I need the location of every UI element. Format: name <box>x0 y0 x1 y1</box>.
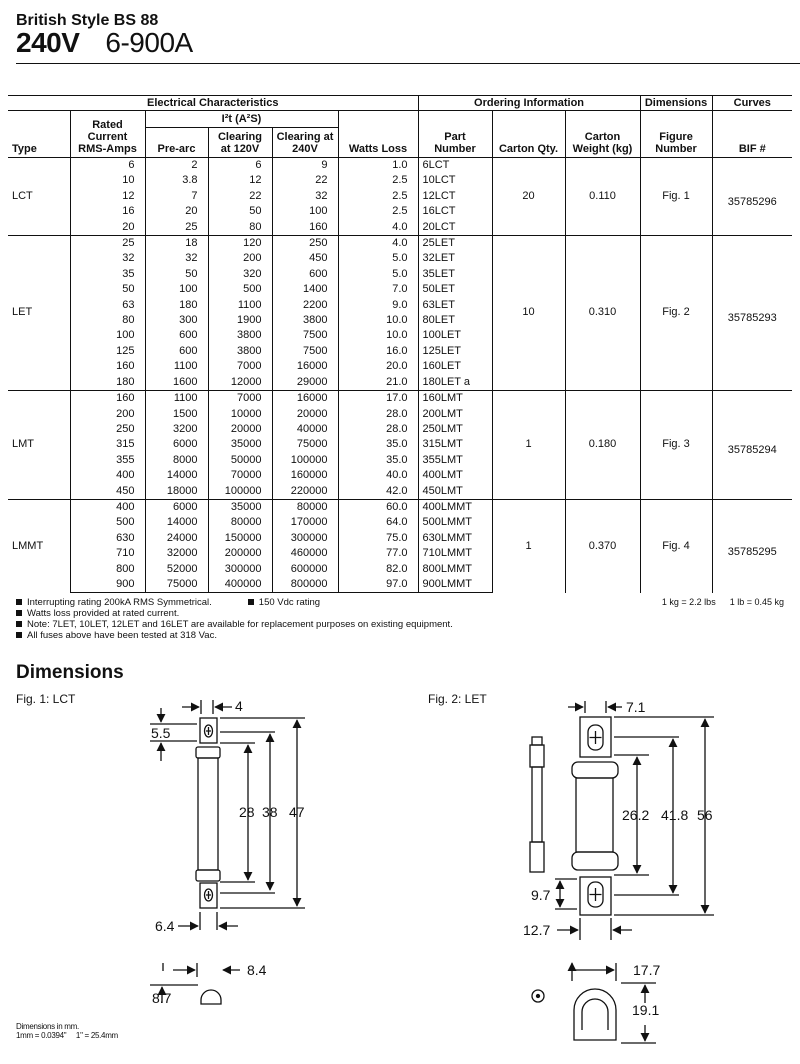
part-number: 400LMT <box>418 468 492 483</box>
rated-current: 16 <box>70 204 145 219</box>
rated-current: 20 <box>70 220 145 236</box>
rated-current: 400 <box>70 468 145 483</box>
watts-loss: 10.0 <box>338 313 418 328</box>
part-number: 50LET <box>418 282 492 297</box>
carton-qty: 10 <box>492 236 565 391</box>
carton-qty: 1 <box>492 391 565 500</box>
clearing-120v: 10000 <box>208 407 272 422</box>
clearing-240v: 600000 <box>272 562 338 577</box>
watts-loss: 64.0 <box>338 515 418 530</box>
clearing-240v: 300000 <box>272 531 338 546</box>
clearing-120v: 200000 <box>208 546 272 561</box>
clearing-120v: 150000 <box>208 531 272 546</box>
clearing-120v: 12000 <box>208 375 272 391</box>
clearing-120v: 80 <box>208 220 272 236</box>
watts-loss: 1.0 <box>338 158 418 174</box>
rated-current: 710 <box>70 546 145 561</box>
watts-loss: 97.0 <box>338 577 418 593</box>
watts-loss: 4.0 <box>338 220 418 236</box>
clearing-120v: 320 <box>208 267 272 282</box>
rated-current: 450 <box>70 484 145 500</box>
part-number: 800LMMT <box>418 562 492 577</box>
pre-arc: 6000 <box>145 437 208 452</box>
rated-current: 10 <box>70 173 145 188</box>
pre-arc: 50 <box>145 267 208 282</box>
pre-arc: 100 <box>145 282 208 297</box>
watts-loss: 20.0 <box>338 359 418 374</box>
clearing-120v: 7000 <box>208 391 272 407</box>
group-curves: Curves <box>712 96 792 111</box>
rated-current: 160 <box>70 359 145 374</box>
rated-current: 500 <box>70 515 145 530</box>
clearing-240v: 29000 <box>272 375 338 391</box>
bif-number: 35785294 <box>712 391 792 500</box>
rated-current: 50 <box>70 282 145 297</box>
clearing-120v: 1100 <box>208 298 272 313</box>
type-cell: LCT <box>8 158 70 236</box>
col-type: Type <box>12 143 37 155</box>
pre-arc: 300 <box>145 313 208 328</box>
pre-arc: 600 <box>145 344 208 359</box>
fig2-19-1: 19.1 <box>632 1002 660 1018</box>
pre-arc: 1500 <box>145 407 208 422</box>
watts-loss: 17.0 <box>338 391 418 407</box>
fig2-56: 56 <box>697 807 713 823</box>
note-replacement: Note: 7LET, 10LET, 12LET and 16LET are available for replacement purposes on existing equipment. <box>27 619 453 630</box>
pre-arc: 18 <box>145 236 208 252</box>
pre-arc: 24000 <box>145 531 208 546</box>
clearing-120v: 400000 <box>208 577 272 593</box>
clearing-240v: 16000 <box>272 359 338 374</box>
figure-number: Fig. 2 <box>640 236 712 391</box>
clearing-240v: 40000 <box>272 422 338 437</box>
part-number: 63LET <box>418 298 492 313</box>
col-weight: Carton Weight (kg) <box>565 111 640 158</box>
rated-current: 800 <box>70 562 145 577</box>
watts-loss: 16.0 <box>338 344 418 359</box>
pre-arc: 20 <box>145 204 208 219</box>
rated-current: 160 <box>70 391 145 407</box>
type-cell: LET <box>8 236 70 391</box>
clearing-120v: 120 <box>208 236 272 252</box>
clearing-120v: 50000 <box>208 453 272 468</box>
clearing-240v: 7500 <box>272 328 338 343</box>
watts-loss: 4.0 <box>338 236 418 252</box>
rated-current: 400 <box>70 499 145 515</box>
col-prearc: Pre-arc <box>145 128 208 158</box>
col-clear120: Clearing at 120V <box>208 128 272 158</box>
col-qty: Carton Qty. <box>492 111 565 158</box>
pre-arc: 32 <box>145 251 208 266</box>
figure-number: Fig. 3 <box>640 391 712 500</box>
clearing-120v: 22 <box>208 189 272 204</box>
part-number: 500LMMT <box>418 515 492 530</box>
clearing-240v: 170000 <box>272 515 338 530</box>
clearing-240v: 250 <box>272 236 338 252</box>
rated-current: 355 <box>70 453 145 468</box>
pre-arc: 18000 <box>145 484 208 500</box>
clearing-240v: 100 <box>272 204 338 219</box>
fig1-width-top: 4 <box>235 698 243 714</box>
note-watts: Watts loss provided at rated current. <box>27 608 180 619</box>
bif-number: 35785293 <box>712 236 792 391</box>
part-number: 355LMT <box>418 453 492 468</box>
carton-weight: 0.110 <box>565 158 640 236</box>
clearing-240v: 160000 <box>272 468 338 483</box>
clearing-240v: 20000 <box>272 407 338 422</box>
pre-arc: 25 <box>145 220 208 236</box>
clearing-120v: 80000 <box>208 515 272 530</box>
carton-qty: 1 <box>492 499 565 592</box>
rated-current: 100 <box>70 328 145 343</box>
part-number: 6LCT <box>418 158 492 174</box>
amperage: 6-900A <box>105 27 193 58</box>
part-number: 900LMMT <box>418 577 492 593</box>
watts-loss: 28.0 <box>338 407 418 422</box>
part-number: 25LET <box>418 236 492 252</box>
clearing-240v: 80000 <box>272 499 338 515</box>
pre-arc: 14000 <box>145 515 208 530</box>
part-number: 125LET <box>418 344 492 359</box>
fig2-17-7: 17.7 <box>633 962 661 978</box>
pre-arc: 52000 <box>145 562 208 577</box>
rated-current: 12 <box>70 189 145 204</box>
kg-to-lbs: 1 kg = 2.2 lbs <box>661 597 716 607</box>
pre-arc: 75000 <box>145 577 208 593</box>
watts-loss: 35.0 <box>338 437 418 452</box>
part-number: 35LET <box>418 267 492 282</box>
series-title: British Style BS 88 <box>16 12 159 29</box>
lb-to-kg: 1 lb = 0.45 kg <box>729 597 784 607</box>
clearing-120v: 500 <box>208 282 272 297</box>
part-number: 20LCT <box>418 220 492 236</box>
watts-loss: 60.0 <box>338 499 418 515</box>
clearing-120v: 20000 <box>208 422 272 437</box>
part-number: 180LET a <box>418 375 492 391</box>
part-number: 100LET <box>418 328 492 343</box>
watts-loss: 42.0 <box>338 484 418 500</box>
fig2-26-2: 26.2 <box>622 807 650 823</box>
clearing-120v: 7000 <box>208 359 272 374</box>
fig2-label: Fig. 2: LET <box>428 692 487 706</box>
rated-current: 900 <box>70 577 145 593</box>
watts-loss: 5.0 <box>338 251 418 266</box>
fig2-41-8: 41.8 <box>661 807 689 823</box>
clearing-240v: 16000 <box>272 391 338 407</box>
watts-loss: 77.0 <box>338 546 418 561</box>
rated-current: 6 <box>70 158 145 174</box>
group-electrical: Electrical Characteristics <box>8 96 418 111</box>
part-number: 12LCT <box>418 189 492 204</box>
clearing-120v: 50 <box>208 204 272 219</box>
clearing-240v: 32 <box>272 189 338 204</box>
group-dimensions: Dimensions <box>640 96 712 111</box>
clearing-240v: 800000 <box>272 577 338 593</box>
clearing-240v: 1400 <box>272 282 338 297</box>
rated-current: 180 <box>70 375 145 391</box>
watts-loss: 40.0 <box>338 468 418 483</box>
rated-current: 80 <box>70 313 145 328</box>
fig1-47: 47 <box>289 804 305 820</box>
clearing-120v: 12 <box>208 173 272 188</box>
type-cell: LMT <box>8 391 70 500</box>
clearing-240v: 75000 <box>272 437 338 452</box>
fig2-fuse-drawing <box>530 701 714 1043</box>
clearing-120v: 35000 <box>208 499 272 515</box>
part-number: 200LMT <box>418 407 492 422</box>
carton-weight: 0.310 <box>565 236 640 391</box>
col-i2t: I²t (A²S) <box>145 111 338 128</box>
watts-loss: 21.0 <box>338 375 418 391</box>
figure-number: Fig. 4 <box>640 499 712 592</box>
pre-arc: 2 <box>145 158 208 174</box>
watts-loss: 2.5 <box>338 173 418 188</box>
watts-loss: 5.0 <box>338 267 418 282</box>
rated-current: 125 <box>70 344 145 359</box>
col-part: Part Number <box>418 111 492 158</box>
pre-arc: 6000 <box>145 499 208 515</box>
clearing-240v: 600 <box>272 267 338 282</box>
group-ordering: Ordering Information <box>418 96 640 111</box>
note-interrupting: Interrupting rating 200kA RMS Symmetrical. <box>27 597 212 608</box>
clearing-120v: 300000 <box>208 562 272 577</box>
dimensions-heading: Dimensions <box>16 662 124 683</box>
clearing-240v: 7500 <box>272 344 338 359</box>
pre-arc: 1100 <box>145 391 208 407</box>
clearing-240v: 450 <box>272 251 338 266</box>
note-tested: All fuses above have been tested at 318 Vac. <box>27 630 217 641</box>
part-number: 80LET <box>418 313 492 328</box>
clearing-120v: 6 <box>208 158 272 174</box>
figure-number: Fig. 1 <box>640 158 712 236</box>
fig1-8-4: 8.4 <box>247 962 267 978</box>
part-number: 32LET <box>418 251 492 266</box>
fig1-28: 28 <box>239 804 255 820</box>
clearing-120v: 100000 <box>208 484 272 500</box>
part-number: 10LCT <box>418 173 492 188</box>
rated-current: 35 <box>70 267 145 282</box>
watts-loss: 75.0 <box>338 531 418 546</box>
clearing-120v: 35000 <box>208 437 272 452</box>
part-number: 710LMMT <box>418 546 492 561</box>
pre-arc: 3.8 <box>145 173 208 188</box>
col-clear240: Clearing at 240V <box>272 128 338 158</box>
clearing-120v: 200 <box>208 251 272 266</box>
units-note: Dimensions in mm. <box>16 1022 79 1031</box>
watts-loss: 82.0 <box>338 562 418 577</box>
clearing-240v: 3800 <box>272 313 338 328</box>
col-bif: BIF # <box>712 111 792 158</box>
fig1-width-bottom: 6.4 <box>155 918 175 934</box>
pre-arc: 3200 <box>145 422 208 437</box>
clearing-120v: 3800 <box>208 344 272 359</box>
carton-weight: 0.370 <box>565 499 640 592</box>
clearing-240v: 9 <box>272 158 338 174</box>
fig2-tag: 9.7 <box>531 887 551 903</box>
part-number: 450LMT <box>418 484 492 500</box>
note-dc: 150 Vdc rating <box>258 597 321 608</box>
voltage: 240V <box>16 27 80 58</box>
fig1-38: 38 <box>262 804 278 820</box>
watts-loss: 9.0 <box>338 298 418 313</box>
clearing-240v: 460000 <box>272 546 338 561</box>
part-number: 315LMT <box>418 437 492 452</box>
bif-number: 35785296 <box>712 158 792 236</box>
fig1-label: Fig. 1: LCT <box>16 692 76 706</box>
rated-current: 250 <box>70 422 145 437</box>
clearing-120v: 70000 <box>208 468 272 483</box>
part-number: 16LCT <box>418 204 492 219</box>
fig2-width-bottom: 12.7 <box>523 922 551 938</box>
pre-arc: 180 <box>145 298 208 313</box>
clearing-240v: 22 <box>272 173 338 188</box>
rated-current: 63 <box>70 298 145 313</box>
pre-arc: 1100 <box>145 359 208 374</box>
fig1-8-7: 8.7 <box>152 990 172 1006</box>
rated-current: 200 <box>70 407 145 422</box>
clearing-240v: 2200 <box>272 298 338 313</box>
watts-loss: 2.5 <box>338 189 418 204</box>
watts-loss: 2.5 <box>338 204 418 219</box>
part-number: 400LMMT <box>418 499 492 515</box>
type-cell: LMMT <box>8 499 70 592</box>
col-rated: Rated Current RMS-Amps <box>70 111 145 158</box>
carton-weight: 0.180 <box>565 391 640 500</box>
part-number: 160LMT <box>418 391 492 407</box>
clearing-120v: 3800 <box>208 328 272 343</box>
pre-arc: 7 <box>145 189 208 204</box>
pre-arc: 1600 <box>145 375 208 391</box>
rated-current: 25 <box>70 236 145 252</box>
col-figure: Figure Number <box>640 111 712 158</box>
carton-qty: 20 <box>492 158 565 236</box>
mm-inch-conversion: 1mm = 0.0394" 1" = 25.4mm <box>16 1031 118 1040</box>
pre-arc: 32000 <box>145 546 208 561</box>
bif-number: 35785295 <box>712 499 792 592</box>
pre-arc: 600 <box>145 328 208 343</box>
rated-current: 630 <box>70 531 145 546</box>
watts-loss: 35.0 <box>338 453 418 468</box>
part-number: 630LMMT <box>418 531 492 546</box>
rated-current: 32 <box>70 251 145 266</box>
clearing-240v: 160 <box>272 220 338 236</box>
clearing-240v: 100000 <box>272 453 338 468</box>
watts-loss: 10.0 <box>338 328 418 343</box>
fig1-tag: 5.5 <box>151 725 171 741</box>
col-watts: Watts Loss <box>338 111 418 158</box>
rated-current: 315 <box>70 437 145 452</box>
watts-loss: 7.0 <box>338 282 418 297</box>
pre-arc: 14000 <box>145 468 208 483</box>
watts-loss: 28.0 <box>338 422 418 437</box>
clearing-240v: 220000 <box>272 484 338 500</box>
part-number: 250LMT <box>418 422 492 437</box>
fig1-fuse-drawing <box>150 700 305 1004</box>
fig2-width-top: 7.1 <box>626 699 646 715</box>
clearing-120v: 1900 <box>208 313 272 328</box>
pre-arc: 8000 <box>145 453 208 468</box>
part-number: 160LET <box>418 359 492 374</box>
